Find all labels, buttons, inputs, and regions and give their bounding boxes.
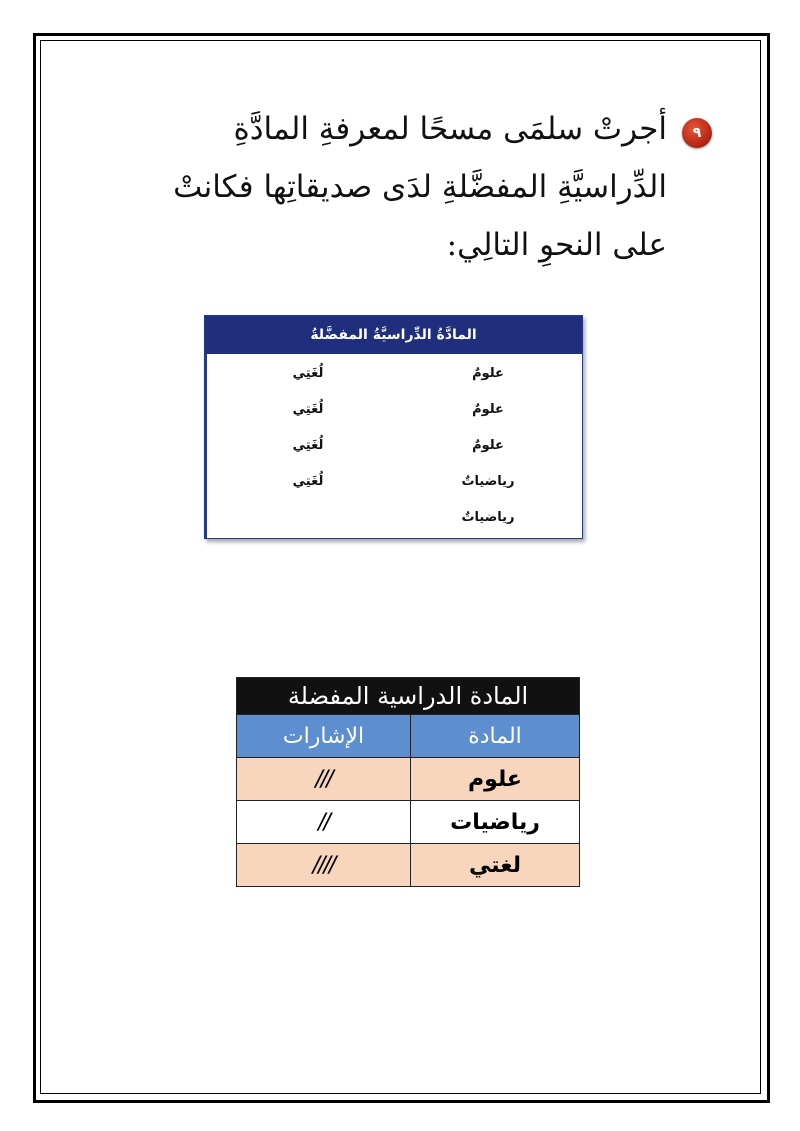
tally-subject: لغتي — [411, 844, 580, 887]
survey-card — [204, 315, 583, 539]
question-text-block — [142, 100, 712, 274]
tally-marks: // — [237, 801, 411, 844]
survey-row — [207, 402, 582, 426]
survey-cell-left: لُغَتِي — [292, 366, 324, 381]
tally-subject: علوم — [411, 758, 580, 801]
survey-cell-right: رياضياتٌ — [461, 510, 515, 525]
tally-title: المادة الدراسية المفضلة — [237, 678, 580, 715]
survey-cell-right: رياضياتٌ — [461, 474, 515, 489]
survey-cell-left: لُغَتِي — [292, 474, 324, 489]
tally-marks: //// — [237, 844, 411, 887]
question-number-badge: ٩ — [682, 118, 712, 148]
table-row — [237, 844, 580, 887]
survey-row — [207, 510, 582, 534]
question-text: أجرتْ سلمَى مسحًا لمعرفةِ المادَّةِ الدِّراسيَّةِ المفضَّلةِ لدَى صديقاتِها فكانتْ على النحوِ التالِي: — [173, 111, 667, 263]
survey-body — [205, 354, 582, 538]
tally-table — [236, 677, 580, 887]
table-row — [237, 758, 580, 801]
survey-cell-right: علومٌ — [472, 402, 504, 417]
table-row — [237, 801, 580, 844]
survey-cell-left: لُغَتِي — [292, 402, 324, 417]
survey-title: المادَّةُ الدِّراسيَّةُ المفضَّلةُ — [205, 316, 582, 354]
tally-header-subject: المادة — [411, 715, 580, 758]
tally-subject: رياضيات — [411, 801, 580, 844]
tally-marks: /// — [237, 758, 411, 801]
survey-row — [207, 438, 582, 462]
survey-cell-left: لُغَتِي — [292, 438, 324, 453]
survey-cell-right: علومٌ — [472, 438, 504, 453]
survey-row — [207, 474, 582, 498]
tally-header-marks: الإشارات — [237, 715, 411, 758]
survey-row — [207, 366, 582, 390]
survey-cell-right: علومٌ — [472, 366, 504, 381]
